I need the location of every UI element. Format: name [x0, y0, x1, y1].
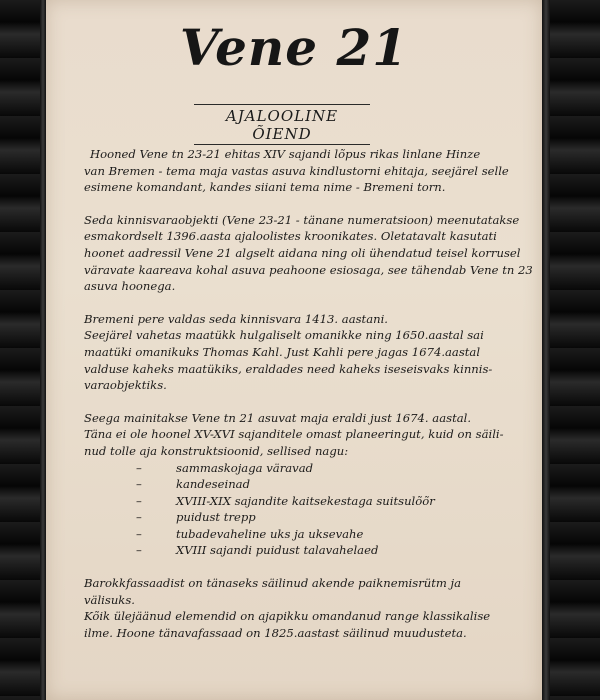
dash-marker: – — [136, 510, 142, 525]
text-line: Bremeni pere valdas seda kinnisvara 1413. aastani. — [84, 311, 388, 326]
text-line: varaobjektiks. — [84, 378, 167, 393]
text-line: välisuks. — [84, 592, 135, 607]
text-line: Seda kinnisvaraobjekti (Vene 23-21 - tänane numeratsioon) meenutatakse — [84, 212, 520, 227]
text-line: esimene komandant, kandes siiani tema nime - Bremeni torn. — [84, 180, 446, 195]
text-line: väravate kaareava kohal asuva peahoone esiosaga, see tähendab Vene tn 23 — [84, 262, 533, 277]
dash-marker: – — [136, 543, 142, 558]
dash-marker: – — [136, 460, 142, 475]
parchment-sheet — [46, 0, 542, 700]
list-item-label: sammaskojaga väravad — [176, 460, 314, 475]
list-item — [84, 509, 528, 526]
list-item-label: kandeseinad — [176, 477, 251, 492]
frame-left-edge — [0, 0, 42, 700]
sheet-subtitle: AJALOOLINE ÕIEND — [194, 104, 370, 145]
text-line: Hooned Vene tn 23-21 ehitas XIV sajandi lõpus rikas linlane Hinze — [90, 147, 481, 161]
list-item — [84, 460, 528, 477]
text-line: maatüki omanikuks Thomas Kahl. Just Kahli pere jagas 1674.aastal — [84, 344, 481, 359]
paragraph-3 — [84, 311, 528, 394]
text-line: Barokkfassaadist on tänaseks säilinud akende paiknemisrütm ja — [84, 576, 462, 591]
text-line: van Bremen - tema maja vastas asuva kindlustorni ehitaja, seejärel selle — [84, 163, 509, 178]
list-item-label: tubadevaheline uks ja uksevahe — [176, 526, 364, 541]
frame-right-edge — [548, 0, 600, 700]
text-line: hoonet aadressil Vene 21 algselt aidana ning oli ühendatud teisel korrusel — [84, 245, 521, 260]
historical-text — [84, 146, 533, 641]
paragraph-2 — [84, 212, 533, 295]
text-line: valduse kaheks maatükiks, eraldades need kaheks iseseisvaks kinnis- — [84, 361, 493, 376]
dash-marker: – — [136, 493, 142, 508]
list-item — [84, 476, 528, 493]
list-item — [84, 542, 528, 559]
text-line: Seejärel vahetas maatükk hulgaliselt omanikke ning 1650.aastal sai — [84, 328, 484, 343]
text-line: Seega mainitakse Vene tn 21 asuvat maja eraldi just 1674. aastal. — [84, 410, 472, 425]
list-item — [84, 526, 528, 543]
text-line: Täna ei ole hoonel XV-XVI sajanditele omast planeeringut, kuid on säili- — [84, 427, 504, 442]
text-line: Kõik ülejäänud elemendid on ajapikku omandanud range klassikalise — [84, 609, 491, 624]
text-line: nud tolle aja konstruktsioonid, sellised nagu: — [84, 443, 349, 458]
dash-marker: – — [136, 477, 142, 492]
text-line: asuva hoonega. — [84, 279, 176, 294]
list-item — [84, 493, 528, 510]
paragraph-4 — [84, 410, 528, 559]
paragraph-5 — [84, 575, 528, 641]
list-item-label: puidust trepp — [176, 510, 256, 525]
dash-marker: – — [136, 526, 142, 541]
list-item-label: XVIII-XIX sajandite kaitsekestaga suitsulõõr — [176, 493, 435, 508]
paragraph-1 — [84, 146, 528, 196]
text-line: esmakordselt 1396.aasta ajaloolistes kroonikates. Oletatavalt kasutati — [84, 229, 497, 244]
sheet-title: Vene 21 — [179, 18, 409, 77]
text-line: ilme. Hoone tänavafassaad on 1825.aastast säilinud muudusteta. — [84, 625, 467, 640]
list-item-label: XVIII sajandi puidust talavahelaed — [176, 543, 379, 558]
frame-inner-edge-right — [542, 0, 550, 700]
